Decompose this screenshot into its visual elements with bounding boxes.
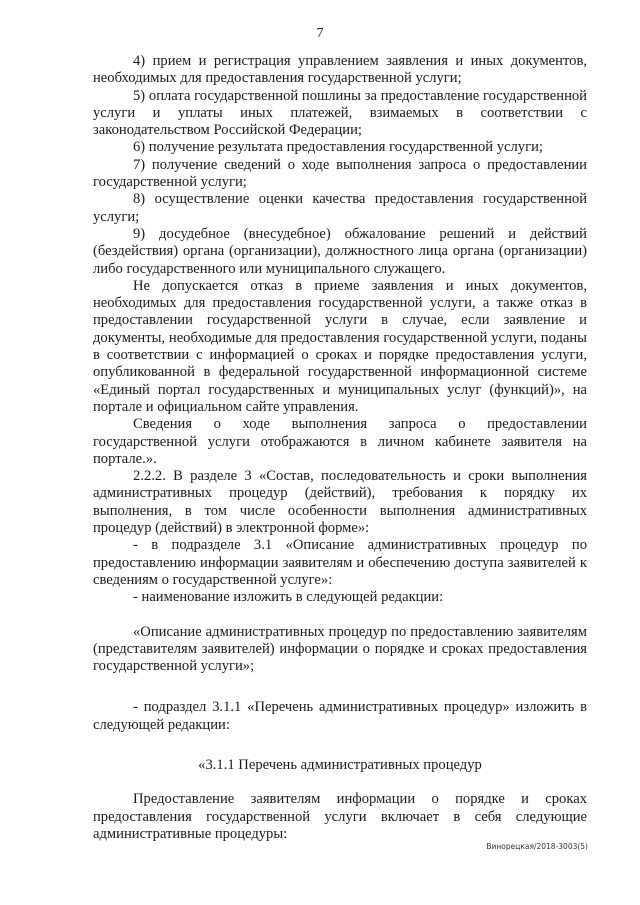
- paragraph-subsection-3-1: - в подразделе 3.1 «Описание административных процедур по предоставлению информации заявителям и обеспечению доступа заявителей к сведениям о государственной услуге»:: [93, 537, 587, 588]
- paragraph-new-title-quote: «Описание административных процедур по предоставлению заявителям (представителям заявителей) информации о порядке и сроках предоставления государственной услуги»;: [93, 623, 587, 675]
- paragraph-section-2-2-2: 2.2.2. В разделе 3 «Состав, последовательность и сроки выполнения административных процедур (действий), требования к порядку их выполнения, в том числе особенности выполнения административных процедур (действий) в электронной форме»:: [93, 468, 587, 537]
- paragraph-item-7: 7) получение сведений о ходе выполнения запроса о предоставлении государственной услуги;: [93, 156, 587, 191]
- paragraph-title-amendment: - наименование изложить в следующей редакции:: [133, 589, 444, 606]
- document-body: [93, 53, 587, 843]
- paragraph-request-status: Сведения о ходе выполнения запроса о предоставлении государственной услуги отображаются в личном кабинете заявителя на портале.».: [93, 416, 587, 467]
- paragraph-refusal-rules: Не допускается отказ в приеме заявления и иных документов, необходимых для предоставления государственной услуги, а также отказ в предоставлении государственной услуги в случае, если заявление и документы, необходимые для предоставления государственной услуги, поданы в соответствии с информацией о сроках и порядке предоставления услуги, опубликованной в федеральной государственной информационной системе «Единый портал государственных и муниципальных услуг (функций)», на портале и официальном сайте управления.: [93, 277, 587, 415]
- paragraph-subsection-3-1-1: - подраздел 3.1.1 «Перечень административных процедур» изложить в следующей редакции:: [93, 699, 587, 733]
- section-heading-3-1-1: «3.1.1 Перечень административных процедур: [198, 756, 482, 773]
- footer-document-code: Винорецкая/2018-3003(5): [486, 842, 588, 851]
- paragraph-item-4: 4) прием и регистрация управлением заявления и иных документов, необходимых для предоставления государственной услуги;: [93, 53, 587, 87]
- paragraph-item-5: 5) оплата государственной пошлины за предоставление государственной услуги и уплаты иных платежей, взимаемых в соответствии с законодательством Российской Федерации;: [93, 87, 587, 139]
- paragraph-item-9: 9) досудебное (внесудебное) обжалование решений и действий (бездействия) органа (организации), должностного лица органа (организации) либо государственного или муниципального служащего.: [93, 225, 587, 277]
- page-number: 7: [316, 26, 324, 41]
- paragraph-procedures-intro: Предоставление заявителям информации о порядке и сроках предоставления государственной услуги включает в себя следующие административные процедуры:: [93, 791, 587, 842]
- paragraph-item-6: 6) получение результата предоставления государственной услуги;: [133, 139, 543, 156]
- paragraph-item-8: 8) осуществление оценки качества предоставления государственной услуги;: [93, 191, 587, 225]
